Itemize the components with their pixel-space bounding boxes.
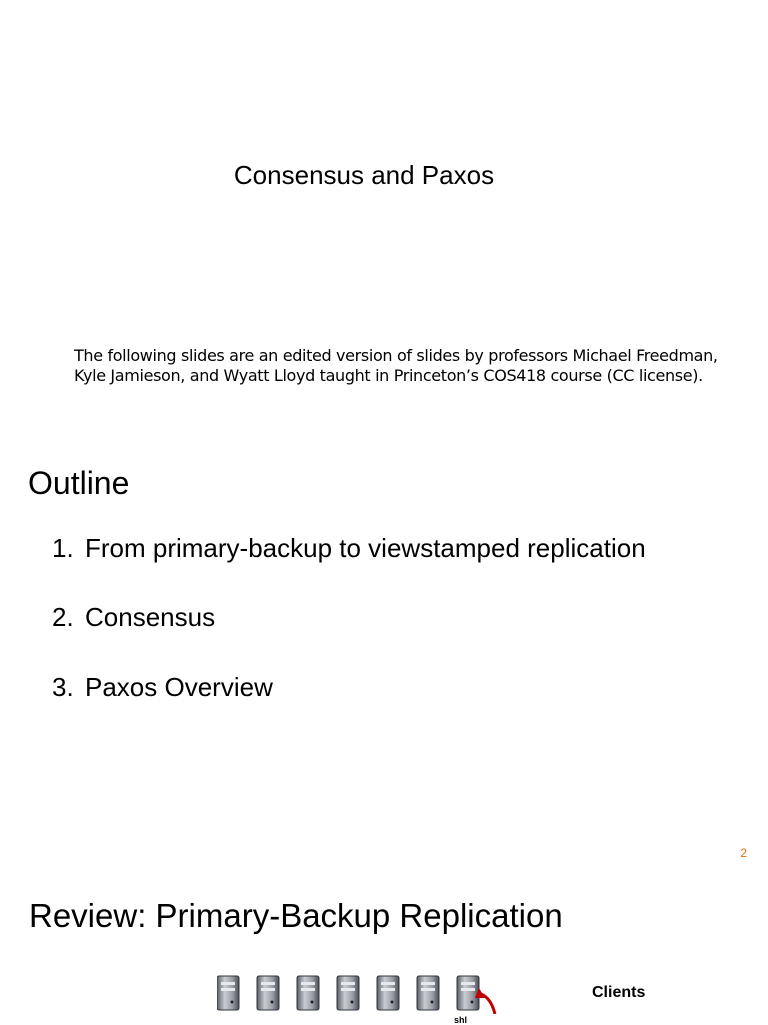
slide-title: Consensus and Paxos (233, 160, 495, 190)
outline-item-text: From primary-backup to viewstamped replication (85, 533, 646, 563)
outline-item-text: Paxos Overview (85, 672, 273, 702)
outline-item-number: 1. (52, 533, 74, 563)
server-icon (217, 976, 239, 1010)
server-icon (377, 976, 399, 1010)
outline-title: Outline (28, 465, 130, 501)
server-icon (337, 976, 359, 1010)
credit-line-1: The following slides are an edited version of slides by professors Michael Freedman, (74, 346, 718, 365)
outline-item-text: Consensus (85, 602, 216, 632)
outline-item (52, 672, 273, 703)
server-icon (297, 976, 319, 1010)
server-label: shl (454, 1015, 468, 1025)
credit-line-2: Kyle Jamieson, and Wyatt Lloyd taught in Princeton’s COS418 course (CC license). (74, 366, 703, 385)
server-icon (257, 976, 279, 1010)
outline-item (52, 602, 215, 633)
page-number: 2 (740, 846, 747, 860)
clients-label: Clients (592, 984, 646, 1001)
server-icon (457, 976, 479, 1010)
server-icon (417, 976, 439, 1010)
credit-note (74, 346, 718, 386)
review-title: Review: Primary-Backup Replication (29, 897, 563, 934)
outline-item-number: 2. (52, 602, 74, 632)
outline-item-number: 3. (52, 672, 74, 702)
server-group (217, 974, 497, 1014)
outline-item (52, 533, 646, 564)
